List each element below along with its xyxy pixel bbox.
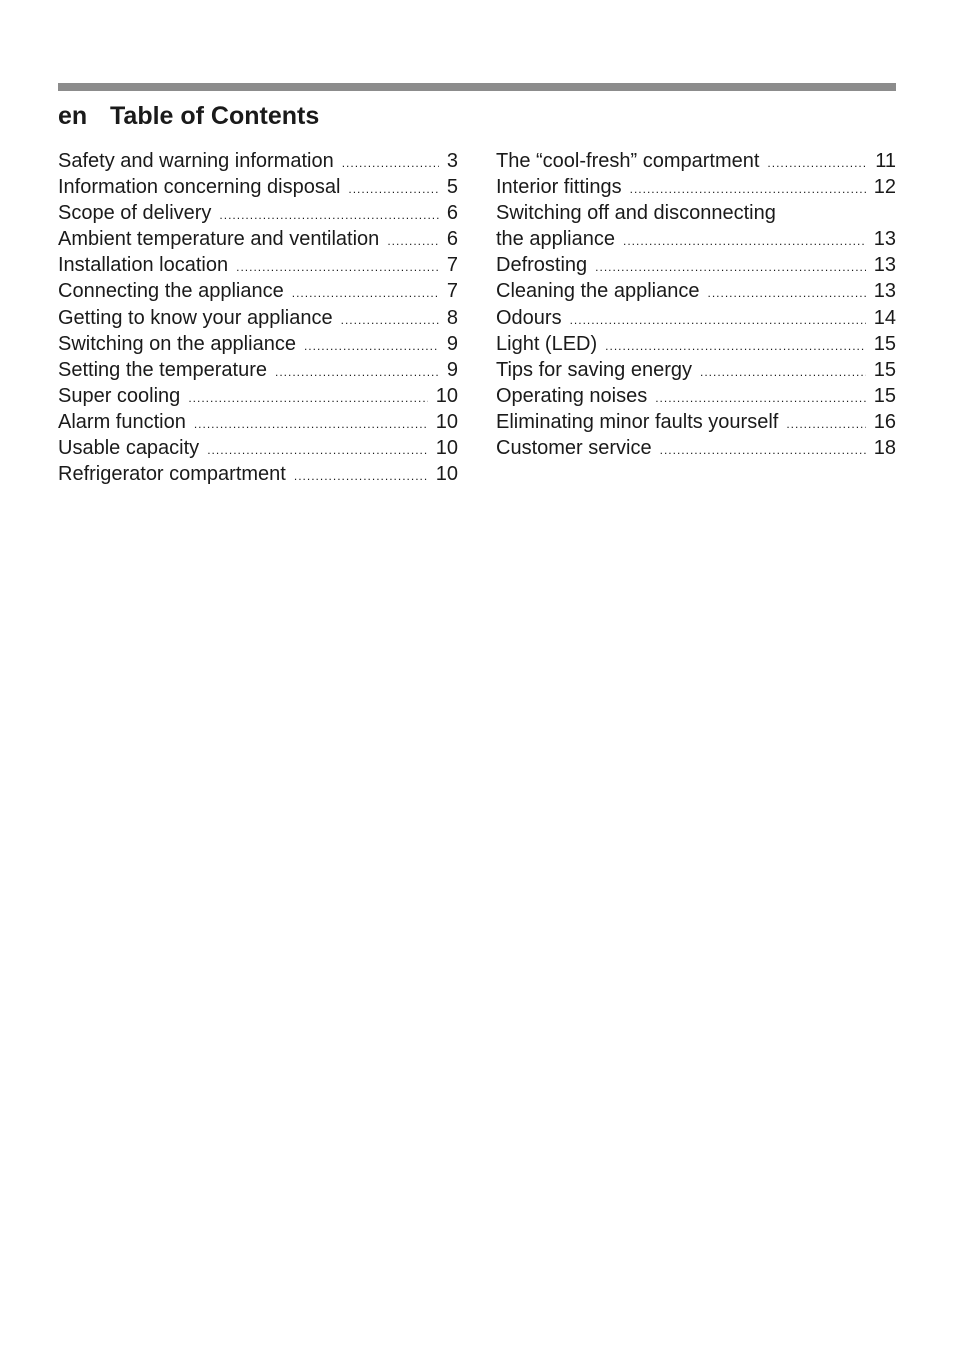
toc-entry[interactable] xyxy=(58,226,458,252)
toc-entry-page: 14 xyxy=(873,306,896,329)
toc-entry[interactable] xyxy=(496,383,896,409)
toc-entry-page: 10 xyxy=(435,410,458,433)
leader-dots xyxy=(275,359,439,383)
toc-entry[interactable] xyxy=(496,174,896,200)
toc-entry-title: Eliminating minor faults yourself xyxy=(496,410,779,433)
toc-heading: Table of Contents xyxy=(110,102,320,130)
page-title xyxy=(58,99,319,133)
leader-dots xyxy=(630,176,866,200)
leader-dots xyxy=(219,202,438,226)
toc-entry-page: 12 xyxy=(873,176,896,199)
leader-dots xyxy=(605,333,866,357)
toc-entry[interactable] xyxy=(58,331,458,357)
leader-dots xyxy=(700,359,866,383)
toc-entry[interactable] xyxy=(58,383,458,409)
toc-entry-page: 13 xyxy=(873,228,896,251)
toc-entry-page: 10 xyxy=(435,437,458,460)
toc-entry-page: 8 xyxy=(446,306,458,329)
leader-dots xyxy=(294,463,428,487)
toc-entry-page: 6 xyxy=(446,202,458,225)
toc-entry[interactable] xyxy=(496,226,896,252)
toc-entry-title: Getting to know your appliance xyxy=(58,306,333,329)
toc-entry-page: 18 xyxy=(873,437,896,460)
toc-entry[interactable] xyxy=(496,357,896,383)
toc-entry[interactable] xyxy=(58,357,458,383)
leader-dots xyxy=(708,280,866,304)
toc-entry-title: Safety and warning information xyxy=(58,150,334,172)
leader-dots xyxy=(570,307,866,331)
toc-entry-title: Tips for saving energy xyxy=(496,358,693,381)
toc-entry[interactable] xyxy=(58,435,458,461)
toc-entry[interactable] xyxy=(58,200,458,226)
toc-entry-title: Usable capacity xyxy=(58,437,200,460)
toc-entry[interactable] xyxy=(496,305,896,331)
toc-entry[interactable] xyxy=(58,148,458,174)
toc-entry-page: 13 xyxy=(873,254,896,277)
toc-entry[interactable] xyxy=(58,252,458,278)
toc-left-column xyxy=(58,148,458,487)
leader-dots xyxy=(188,385,427,409)
leader-dots xyxy=(623,228,866,252)
toc-entry-page: 15 xyxy=(873,358,896,381)
toc-entry-page: 15 xyxy=(873,384,896,407)
toc-entry-page: 9 xyxy=(446,332,458,355)
toc-entry-page: 5 xyxy=(446,176,458,199)
toc-entry-page: 7 xyxy=(446,254,458,277)
leader-dots xyxy=(341,307,439,331)
toc-entry-page: 16 xyxy=(873,410,896,433)
leader-dots xyxy=(655,385,866,409)
toc-entry-page: 3 xyxy=(446,150,458,172)
leader-dots xyxy=(342,150,439,174)
language-code: en xyxy=(58,102,88,130)
toc-entry-title: Operating noises xyxy=(496,384,648,407)
toc-entry-first-line[interactable] xyxy=(496,200,896,226)
leader-dots xyxy=(207,437,428,461)
toc-entry[interactable] xyxy=(496,252,896,278)
leader-dots xyxy=(194,411,428,435)
toc-entry-title: The “cool-fresh” compartment xyxy=(496,150,760,172)
toc-right-column xyxy=(496,148,896,461)
header-rule xyxy=(58,83,896,91)
toc-entry-title: Refrigerator compartment xyxy=(58,463,286,486)
toc-entry-title: Switching on the appliance xyxy=(58,332,296,355)
toc-entry-title: Light (LED) xyxy=(496,332,598,355)
leader-dots xyxy=(236,254,439,278)
leader-dots xyxy=(348,176,438,200)
toc-entry-title: Connecting the appliance xyxy=(58,280,284,303)
toc-entry-title: Cleaning the appliance xyxy=(496,280,700,303)
toc-entry-title: Interior fittings xyxy=(496,176,622,199)
toc-entry-title: Defrosting xyxy=(496,254,588,277)
toc-entry-page: 13 xyxy=(873,280,896,303)
toc-entry[interactable] xyxy=(58,305,458,331)
toc-entry[interactable] xyxy=(496,409,896,435)
toc-entry-title: the appliance xyxy=(496,228,615,251)
toc-entry-page: 7 xyxy=(446,280,458,303)
toc-entry-title: Alarm function xyxy=(58,410,186,433)
toc-entry-title: Customer service xyxy=(496,437,652,460)
leader-dots xyxy=(786,411,865,435)
toc-entry[interactable] xyxy=(58,461,458,487)
toc-entry-title: Setting the temperature xyxy=(58,358,268,381)
leader-dots xyxy=(595,254,866,278)
leader-dots xyxy=(660,437,866,461)
leader-dots xyxy=(767,150,867,174)
toc-entry-title-line1: Switching off and disconnecting xyxy=(496,202,776,225)
toc-entry-page: 10 xyxy=(435,463,458,486)
toc-entry-title: Installation location xyxy=(58,254,229,277)
toc-entry-page: 11 xyxy=(875,150,896,172)
toc-entry-page: 9 xyxy=(446,358,458,381)
toc-entry[interactable] xyxy=(496,148,896,174)
toc-entry-page: 10 xyxy=(435,384,458,407)
toc-entry-title: Odours xyxy=(496,306,562,329)
leader-dots xyxy=(387,228,439,252)
leader-dots xyxy=(292,280,439,304)
toc-entry-title: Scope of delivery xyxy=(58,202,212,225)
toc-entry[interactable] xyxy=(496,278,896,304)
toc-entry[interactable] xyxy=(496,435,896,461)
toc-entry[interactable] xyxy=(58,409,458,435)
toc-entry-title: Super cooling xyxy=(58,384,181,407)
leader-dots xyxy=(304,333,439,357)
toc-entry-page: 6 xyxy=(446,228,458,251)
toc-entry-page: 15 xyxy=(873,332,896,355)
toc-entry[interactable] xyxy=(496,331,896,357)
toc-entry[interactable] xyxy=(58,278,458,304)
toc-entry-title: Ambient temperature and ventilation xyxy=(58,228,380,251)
toc-entry-title: Information concerning disposal xyxy=(58,176,341,199)
toc-entry[interactable] xyxy=(58,174,458,200)
